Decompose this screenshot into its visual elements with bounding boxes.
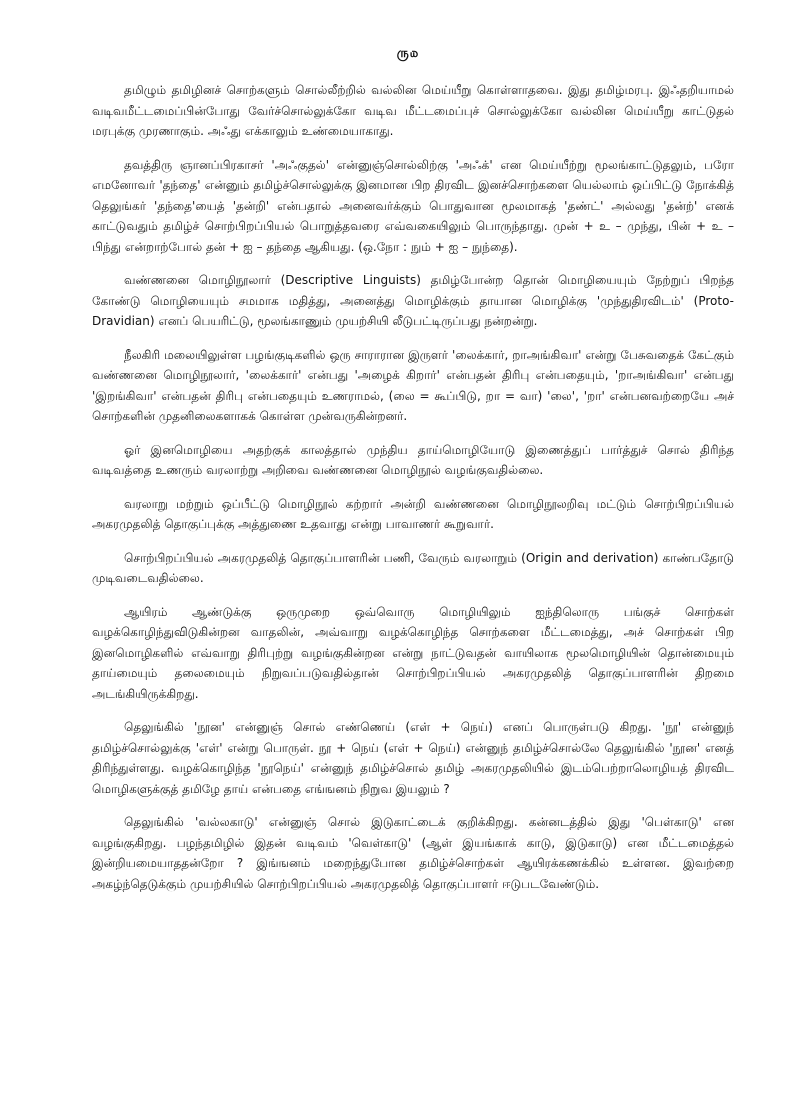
paragraph-8: ஆயிரம் ஆண்டுக்கு ஒருமுறை ஒவ்வொரு மொழியிலும் ஐந்திலொரு பங்குச் சொற்கள் வழக்கொழிந்துவிடுகின்றன வாதலின், அவ்வாறு வழக்கொழிந்த சொற்களை மீட்டமைத்து, அச் சொற்கள் பிற இனமொழிகளில் எவ்வாறு திரிபுற்று வழங்குகின்றன என்று நாட்டுவதன் வாயிலாக மூலமொழியின் தொன்மையும் தாய்மையும் தலைமையும் நிறுவப்படுவதில்தான் சொற்பிறப்பியல் அகரமுதலித் தொகுப்பாளரின் திறமை அடங்கியிருக்கிறது. (92, 604, 734, 701)
paragraph-7: சொற்பிறப்பியல் அகரமுதலித் தொகுப்பாளரின் பணி, வேரும் வரலாறும் (Origin and derivation) காண்பதோடு முடிவடைவதில்லை. (92, 550, 734, 585)
paragraph-9: தெலுங்கில் 'நூன' என்னுஞ் சொல் எண்ணெய் (எள் + நெய்) எனப் பொருள்படு கிறது. 'நூ' என்னுந் தமிழ்ச்சொல்லுக்கு 'எள்' என்று பொருள். நூ + நெய் (எள் + நெய்) என்னுந் தமிழ்ச்சொல்லே தெலுங்கில் 'நூன' எனத் திரிந்துள்ளது. வழக்கொழிந்த 'நூநெய்' என்னுந் தமிழ்ச்சொல் தமிழ் அகரமுதலியில் இடம்பெற்றாலொழியத் திரவிட மொழிகளுக்குத் தமிழே தாய் என்பதை எங்ஙனம் நிறுவ இயலும் ? (92, 720, 734, 796)
paragraph-10: தெலுங்கில் 'வல்லகாடு' என்னுஞ் சொல் இடுகாட்டைக் குறிக்கிறது. கன்னடத்தில் இது 'பெள்காடு' என வழங்குகிறது. பழந்தமிழில் இதன் வடிவம் 'வெள்காடு' (ஆள் இயங்காக் காடு, இடுகாடு) என மீட்டமைத்தல் இன்றியமையாததன்றோ ? இங்ஙனம் மறைந்துபோன தமிழ்ச்சொற்கள் ஆயிரக்கணக்கில் உள்ளன. இவற்றை அகழ்ந்தெடுக்கும் முயற்சியில் சொற்பிறப்பியல் அகரமுதலித் தொகுப்பாளர் ஈடுபடவேண்டும். (92, 815, 734, 891)
paragraph-4: நீலகிரி மலையிலுள்ள பழங்குடிகளில் ஒரு சாராரான இருளர் 'லைக்கார், றாஅங்கிவா' என்று பேசுவதைக் கேட்கும் வண்ணனை மொழிநூலார், 'லைக்கார்' என்பது 'அழைக் கிறார்' என்பதன் திரிபு என்பதையும், 'றாஅங்கிவா' என்பது 'இறங்கிவா' என்பதன் திரிபு என்பதையும் உணராமல், (லை = கூப்பிடு, றா = வா) 'லை', 'றா' என்பனவற்றையே அச் சொற்களின் முதனிலைகளாகக் கொள்ள முன்வருகின்றனர். (92, 347, 734, 423)
paragraph-6: வரலாறு மற்றும் ஒப்பீட்டு மொழிநூல் கற்றார் அன்றி வண்ணனை மொழிநூலறிவு மட்டும் சொற்பிறப்பியல் அகரமுதலித் தொகுப்புக்கு அத்துணை உதவாது என்று பாவாணர் கூறுவார். (92, 496, 734, 531)
paragraph-3: வண்ணனை மொழிநூலார் (Descriptive Linguists) தமிழ்போன்ற தொன் மொழியையும் நேற்றுப் பிறந்த கோண்டு மொழியையும் சமமாக மதித்து, அனைத்து மொழிக்கும் தாயான மொழிக்கு 'முந்துதிரவிடம்' (Proto-Dravidian) எனப் பெயரிட்டு, மூலங்காணும் முயற்சியி லீடுபட்டிருப்பது நன்றன்று. (92, 273, 734, 328)
paragraph-2: தவத்திரு ஞானப்பிரகாசர் 'அஃகுதல்' என்னுஞ்சொல்லிற்கு 'அஃக்' என மெய்யீற்று மூலங்காட்டுதலும், பரோ எமனோவர் 'தந்தை' என்னும் தமிழ்ச்சொல்லுக்கு இனமான பிற திரவிட இனச்சொற்களை யெல்லாம் ஒப்பிட்டு நோக்கித் தெலுங்கர் 'தந்தை'யைத் 'தன்றி' என்பதால் அனைவர்க்கும் பொதுவான மூலமாகத் 'தண்ட்' அல்லது 'தன்ற்' எனக் காட்டுவதும் தமிழ்ச் சொற்பிறப்பியல் பொறுத்தவரை எவ்வகையிலும் பொருந்தாது. முன் + உ – முந்து, பின் + உ – பிந்து என்றாற்போல் தன் + ஐ – தந்தை ஆகியது. (ஒ.நோ : நும் + ஐ – நுந்தை). (92, 157, 734, 254)
paragraph-1: தமிழும் தமிழினச் சொற்களும் சொல்லீற்றில் வல்லின மெய்யீறு கொள்ளாதவை. இது தமிழ்மரபு. இஃதறியாமல் வடிவமீட்டமைப்பின்போது வேர்ச்சொல்லுக்கோ வடிவ மீட்டமைப்புச் சொல்லுக்கோ வல்லின மெய்யீறு காட்டுதல் மரபுக்கு முரணாகும். அஃது எக்காலும் உண்மையாகாது. (92, 83, 734, 138)
paragraph-5: ஓர் இனமொழியை அதற்குக் காலத்தால் முந்திய தாய்மொழியோடு இணைத்துப் பார்த்துச் சொல் திரிந்த வடிவத்தை உணரும் வரலாற்று அறிவை வண்ணனை மொழிநூல் வழங்குவதில்லை. (92, 442, 734, 477)
page-number: ரு௰ (396, 46, 420, 61)
